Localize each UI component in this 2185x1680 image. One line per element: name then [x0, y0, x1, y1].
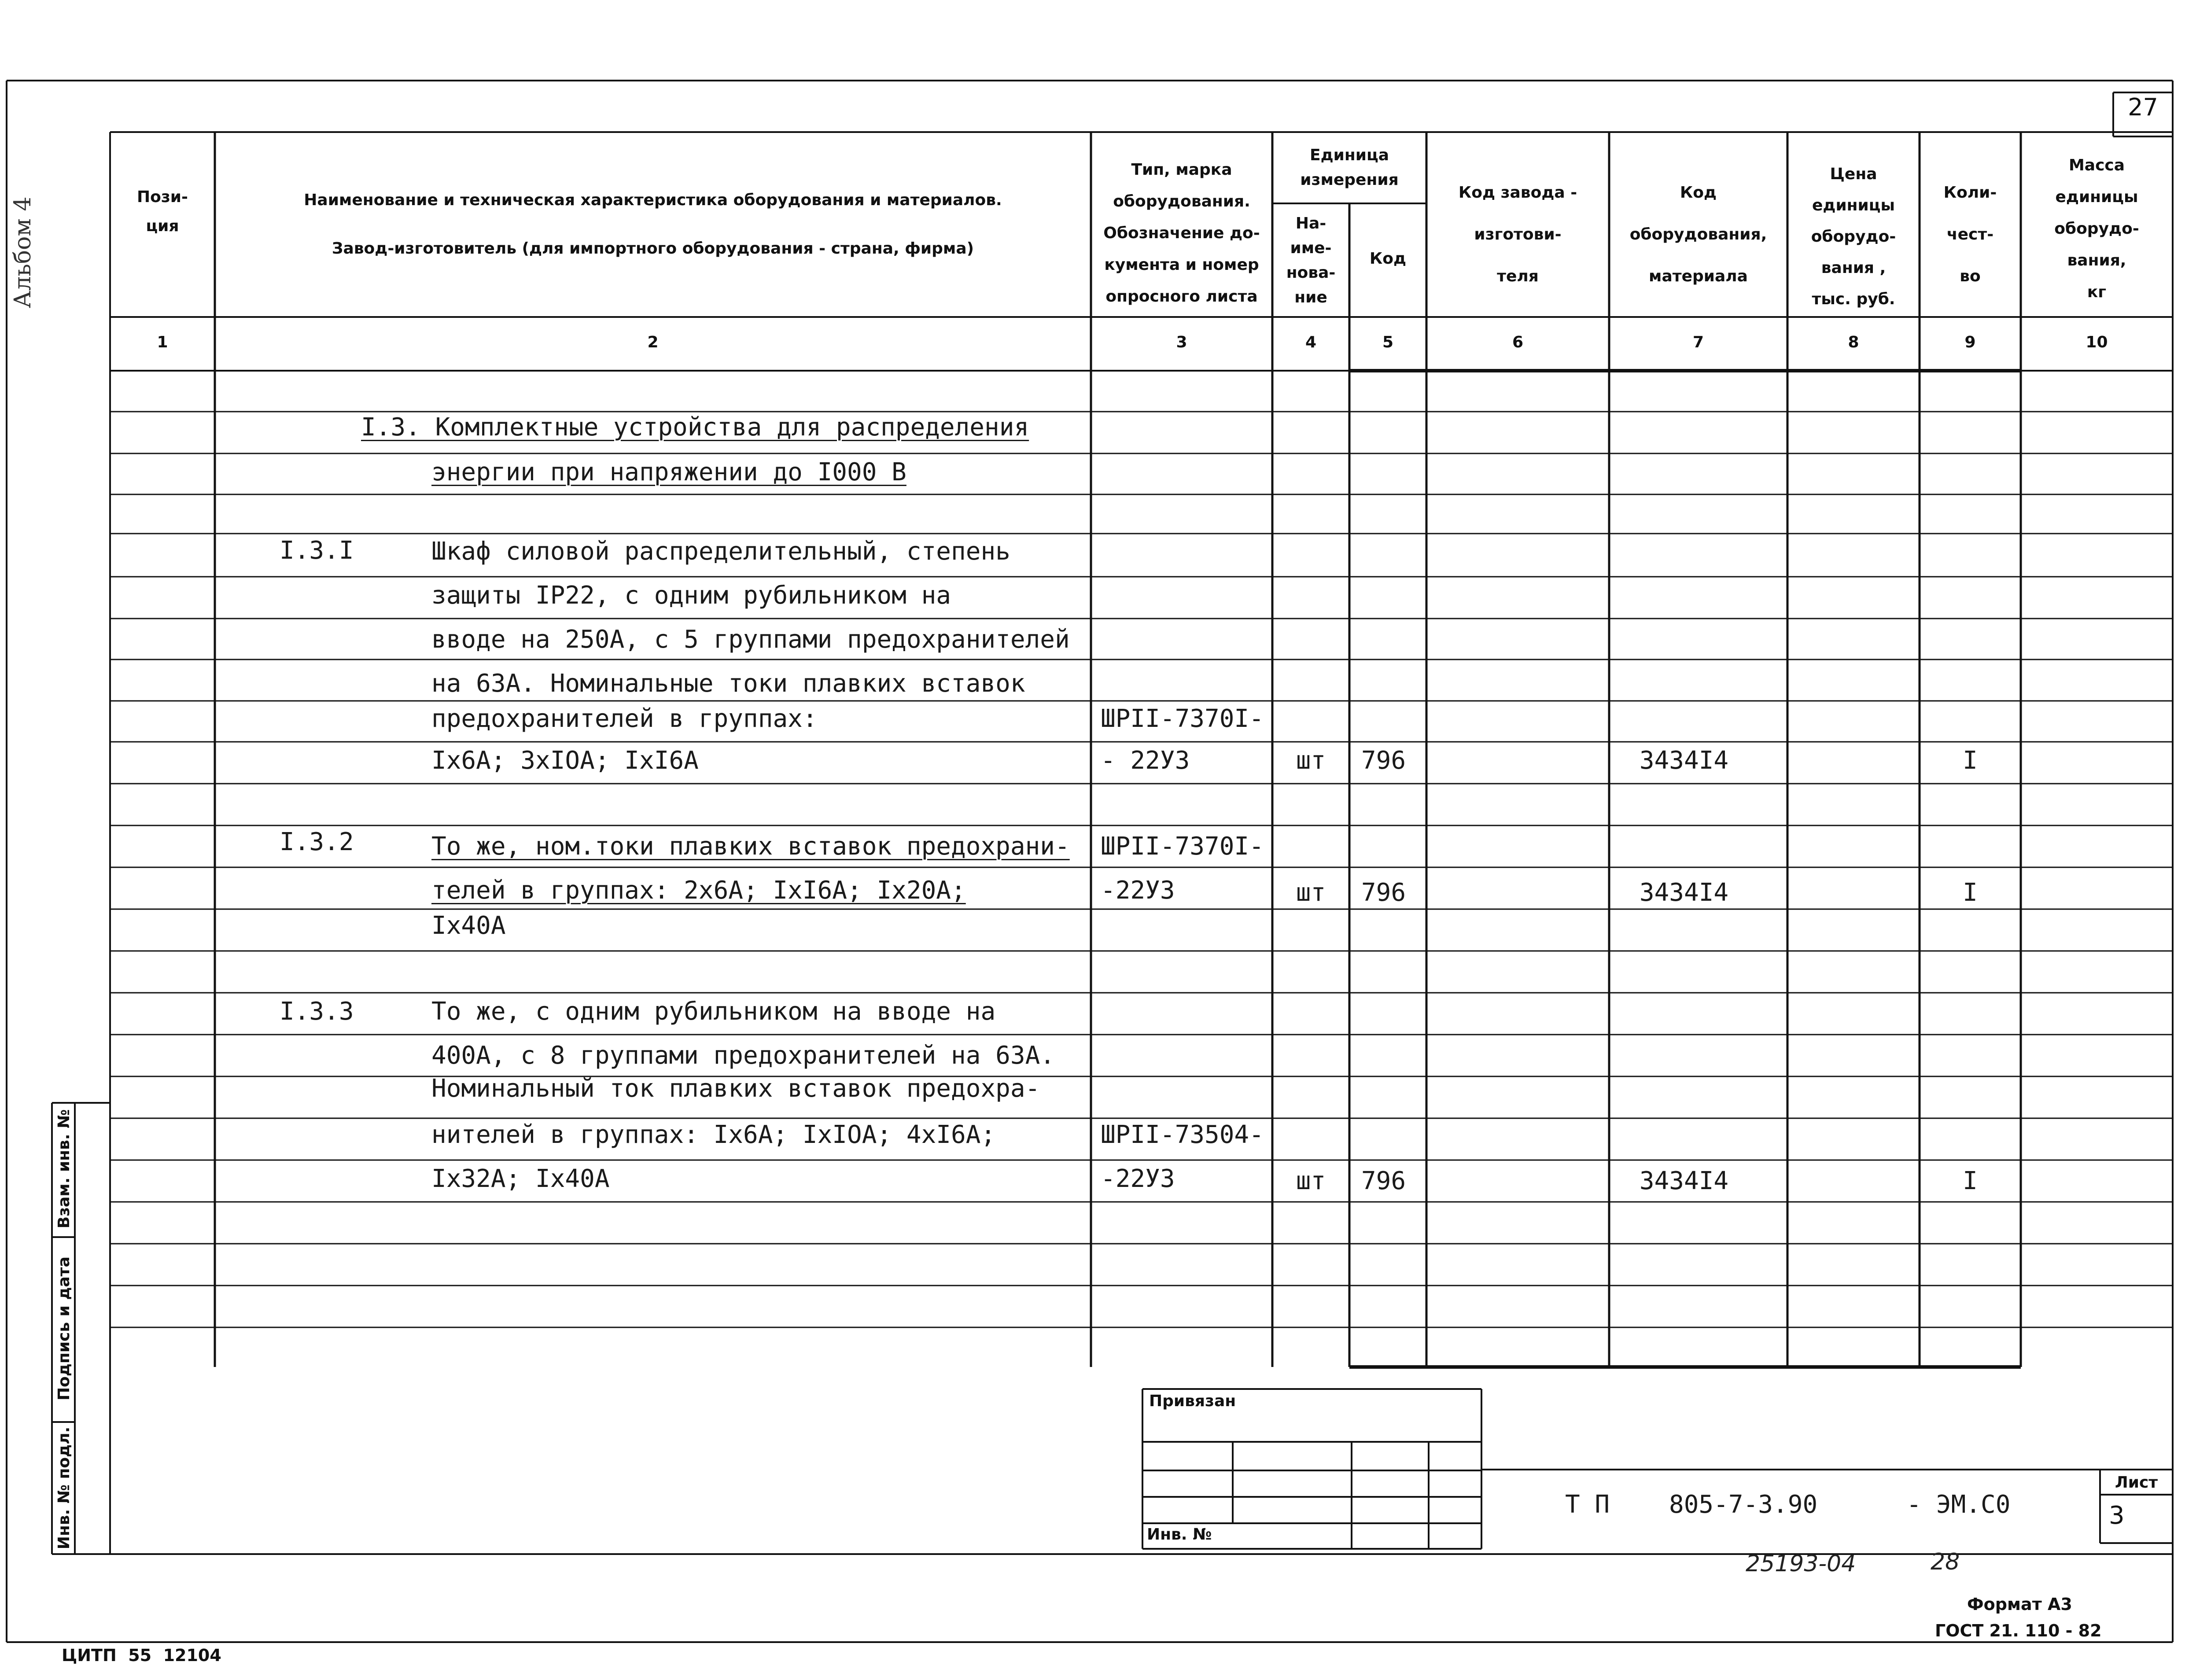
sheet-number: 3	[2109, 1501, 2125, 1530]
header-type-line: оборудования.	[1113, 192, 1250, 210]
header-equipment-code	[1609, 172, 1787, 297]
item-quantity: I	[1963, 746, 1978, 775]
header-quantity	[1920, 172, 2021, 297]
header-unit-code: Код	[1369, 250, 1407, 268]
item-description-line: Шкаф силовой распределительный, степень	[431, 537, 1010, 566]
header-quantity-line: во	[1960, 267, 1981, 285]
header-type	[1091, 154, 1272, 313]
header-type-line: Тип, марка	[1131, 161, 1232, 179]
header-type-line: кумента и номер	[1104, 256, 1259, 274]
header-price-line: оборудо-	[1811, 228, 1896, 246]
column-number: 6	[1512, 333, 1524, 351]
header-quantity-line: Коли-	[1943, 184, 1997, 202]
side-stamp-replacement: Взам. инв. №	[55, 1109, 73, 1229]
item-description-line: То же, с одним рубильником на вводе на	[431, 997, 996, 1026]
item-unit-code: 796	[1361, 1167, 1406, 1195]
item-unit: шт	[1296, 1167, 1326, 1195]
header-price-line: единицы	[1812, 196, 1895, 214]
column-number: 1	[157, 333, 168, 351]
header-position	[110, 183, 215, 241]
item-type: -22У3	[1101, 876, 1175, 905]
header-type-line: опросного листа	[1105, 287, 1258, 306]
header-price-line: тыс. руб.	[1812, 290, 1895, 308]
album-label: Альбом 4	[10, 196, 36, 308]
column-number: 3	[1176, 333, 1187, 351]
header-equipment-code-line: Код	[1680, 184, 1717, 202]
header-unit-group	[1272, 143, 1426, 192]
item-type: - 22У3	[1101, 746, 1190, 775]
header-mass-line: Масса	[2068, 156, 2125, 174]
header-quantity-line: чест-	[1946, 225, 1994, 243]
header-price-line: вания ,	[1821, 259, 1886, 277]
header-position-line: Пози-	[137, 188, 188, 206]
header-name-line: Завод-изготовитель (для импортного оборудования - страна, фирма)	[332, 239, 974, 258]
header-equipment-code-line: материала	[1649, 267, 1748, 285]
item-position: I.3.2	[280, 828, 354, 856]
header-mass	[2021, 150, 2173, 308]
header-mass-line: кг	[2087, 283, 2107, 301]
column-number: 10	[2086, 333, 2108, 351]
item-description-line: телей в группах: 2х6А; IхI6А; Iх20А;	[431, 876, 966, 905]
header-unit-name-line: На-	[1295, 214, 1326, 232]
section-title: I.3. Комплектные устройства для распределения	[361, 413, 1029, 442]
section-title: энергии при напряжении до I000 В	[431, 458, 906, 486]
item-equipment-code: 3434I4	[1639, 1167, 1729, 1195]
gost-label: ГОСТ 21. 110 - 82	[1935, 1621, 2102, 1640]
item-type: ШРII-73504-	[1101, 1120, 1264, 1149]
header-unit-line: Единица	[1310, 146, 1389, 164]
item-description-line: вводе на 250А, с 5 группами предохранителей	[431, 625, 1070, 654]
stamp-inventory-label: Инв. №	[1147, 1525, 1212, 1544]
column-number: 7	[1692, 333, 1704, 351]
document-code: Т П 805-7-3.90 - ЭМ.С0	[1565, 1490, 2011, 1519]
header-price-line: Цена	[1830, 165, 1877, 183]
column-number: 4	[1305, 333, 1317, 351]
stamp-bound-label: Привязан	[1149, 1392, 1236, 1410]
header-mass-line: вания,	[2067, 251, 2126, 269]
item-quantity: I	[1963, 1167, 1978, 1195]
header-name	[215, 176, 1091, 273]
column-number: 9	[1964, 333, 1976, 351]
side-stamp-signature: Подпись и дата	[55, 1256, 73, 1400]
item-unit-code: 796	[1361, 746, 1406, 775]
item-type: ШРII-7370I-	[1101, 832, 1264, 861]
handwritten-code: 25193-04	[1746, 1551, 1856, 1577]
header-unit-name-line: ние	[1294, 288, 1327, 306]
item-description-line: нителей в группах: Iх6А; IхIОА; 4хI6А;	[431, 1120, 996, 1149]
item-description-line: Iх32А; Iх40А	[431, 1164, 610, 1193]
side-stamp-original: Инв. № подл.	[55, 1426, 73, 1550]
header-mass-line: оборудо-	[2054, 220, 2139, 238]
header-mass-line: единицы	[2055, 188, 2138, 206]
column-number: 5	[1382, 333, 1394, 351]
header-plant-code-line: изготови-	[1474, 225, 1562, 243]
sheet-label: Лист	[2115, 1474, 2158, 1492]
header-equipment-code-line: оборудования,	[1629, 225, 1767, 243]
item-description-line: 400А, с 8 группами предохранителей на 63А.	[431, 1041, 1055, 1070]
item-description-line: Iх6А; 3хIOA; IхI6A	[431, 746, 699, 775]
format-label: Формат А3	[1967, 1595, 2072, 1614]
header-unit-name-line: име-	[1290, 239, 1332, 257]
page-number: 27	[2128, 93, 2158, 121]
item-type: -22У3	[1101, 1164, 1175, 1193]
header-name-line: Наименование и техническая характеристика оборудования и материалов.	[304, 191, 1002, 209]
item-position: I.3.I	[280, 536, 354, 565]
header-plant-code-line: Код завода -	[1458, 184, 1577, 202]
header-plant-code	[1426, 172, 1609, 297]
item-description-line: Iх40А	[431, 911, 506, 940]
item-equipment-code: 3434I4	[1639, 746, 1729, 775]
item-type: ШРII-7370I-	[1101, 704, 1264, 733]
header-unit-name	[1272, 211, 1349, 310]
publisher-label: ЦИТП 55 12104	[62, 1646, 221, 1665]
header-type-line: Обозначение до-	[1103, 224, 1260, 242]
handwritten-page: 28	[1931, 1549, 1960, 1575]
item-description-line: То же, ном.токи плавких вставок предохрани-	[431, 832, 1070, 861]
item-position: I.3.3	[280, 997, 354, 1026]
item-description-line: защиты IP22, с одним рубильником на	[431, 581, 951, 610]
header-unit-name-line: нова-	[1286, 264, 1336, 282]
header-plant-code-line: теля	[1497, 267, 1539, 285]
item-quantity: I	[1963, 878, 1978, 907]
item-equipment-code: 3434I4	[1639, 878, 1729, 907]
header-price	[1787, 158, 1920, 315]
header-unit-line: измерения	[1300, 171, 1399, 189]
item-unit-code: 796	[1361, 878, 1406, 907]
item-description-line: предохранителей в группах:	[431, 704, 818, 733]
header-position-line: ция	[146, 217, 179, 235]
item-unit: шт	[1296, 746, 1326, 775]
column-number: 8	[1848, 333, 1859, 351]
item-description-line: на 63А. Номинальные токи плавких вставок	[431, 669, 1025, 698]
column-number: 2	[647, 333, 659, 351]
item-description-line: Номинальный ток плавких вставок предохра-	[431, 1074, 1040, 1103]
item-unit: шт	[1296, 878, 1326, 907]
